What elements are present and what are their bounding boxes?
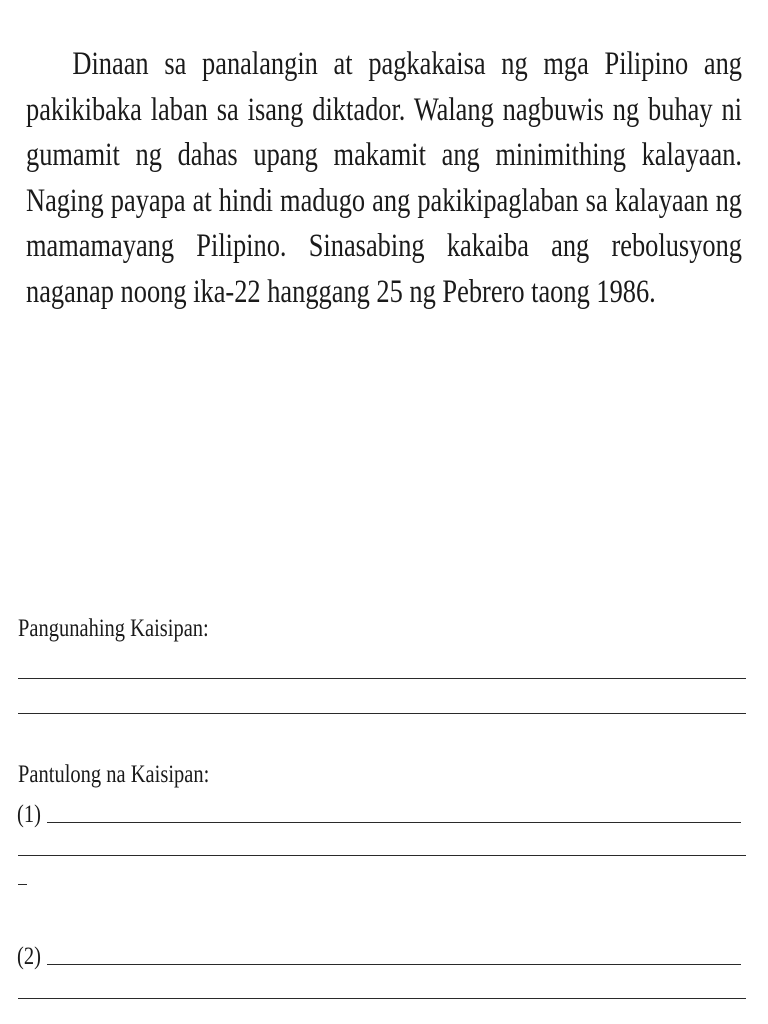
main-idea-answer-line-2[interactable] [18, 713, 746, 714]
answer-dash-mark [18, 884, 27, 885]
main-idea-answer-line-1[interactable] [18, 678, 746, 679]
supporting-idea-1-number: (1) [17, 801, 41, 828]
supporting-idea-2-answer-line-2[interactable] [18, 998, 746, 999]
main-idea-label: Pangunahing Kaisipan: [18, 615, 209, 642]
reading-passage: Dinaan sa panalangin at pagkakaisa ng mga Pilipino ang pakikibaka laban sa isang diktador. Walang nagbuwis ng buhay ni gumamit ng dahas upang makamit ang minimithing kalayaan. Naging payapa at hindi madugo ang pakikipaglaban sa kalayaan ng mamamayang Pilipino. Sinasabing kakaiba ang rebolusyong naganap noong ika-22 hanggang 25 ng Pebrero taong 1986. [26, 46, 742, 310]
supporting-idea-1-answer-line-1[interactable] [47, 822, 741, 823]
supporting-idea-1-answer-line-2[interactable] [18, 855, 746, 856]
supporting-ideas-label: Pantulong na Kaisipan: [18, 761, 210, 788]
supporting-idea-2-number: (2) [17, 943, 41, 970]
supporting-idea-2-answer-line-1[interactable] [47, 964, 741, 965]
